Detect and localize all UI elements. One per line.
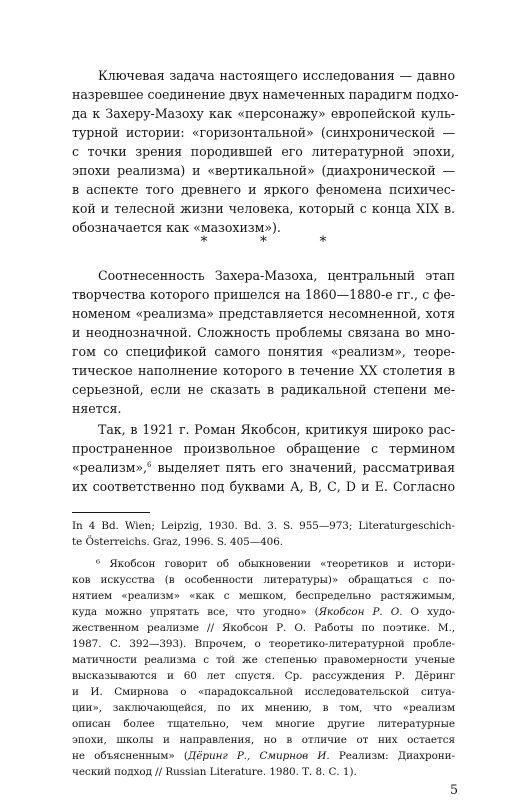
footnote-reference: 6 [147, 461, 152, 469]
footnote-line: ков искусства (в особенности литературы)» обращаться с по- [72, 574, 455, 586]
text-line: Ключевая задача настоящего исследования — давно [98, 68, 455, 83]
footnote-line: эпохи, школы и направления, но в отличие от них остается [72, 734, 455, 746]
footnote-line [72, 607, 455, 617]
text-line: Так, в 1921 г. Роман Якобсон, критикуя широко рас- [98, 422, 455, 437]
footnote-line: te Österreichs. Graz, 1996. S. 405—406. [72, 536, 284, 548]
text-line: Соотнесенность Захера-Мазоха, центральный этап [98, 268, 455, 283]
text-fragment: О худо- [402, 606, 455, 618]
author-citation: Якобсон Р. О. [318, 606, 403, 618]
section-separator: * * * [200, 234, 351, 250]
text-line: турной истории: «горизонтальной» (синхронической — [72, 125, 455, 140]
text-line: их соответственно под буквами А, В, С, D и Е. Согласно [72, 479, 455, 494]
text-line: гом со спецификой самого понятия «реализм», теоре- [72, 344, 455, 359]
footnote-line: и И. Смирнова о «парадоксальной исследовательской ситуа- [72, 686, 455, 698]
footnote-rule [72, 512, 150, 513]
footnote-line: ⁶ Якобсон говорит об обыкновении «теоретиков и истори- [96, 558, 455, 570]
text-fragment: выделяет пять его значений, рассматривая [151, 460, 455, 475]
text-line: няется. [72, 401, 122, 416]
footnote-line: жественном реализме // Якобсон Р. О. Работы по поэтике. М., [72, 622, 455, 634]
footnote-line: ческий подход // Russian Literature. 1980. Т. 8. С. 1). [72, 766, 357, 778]
text-line: тическое наполнение которого в течение XX столетия в [72, 363, 455, 378]
text-line: назревшее соединение двух намеченных парадигм подхо- [72, 87, 459, 102]
footnote-line: ции», заключающейся, по их мнению, в том, что «реализм [72, 702, 455, 714]
text-fragment: Реализм: Диахрони- [329, 750, 456, 762]
text-fragment: куда можно упрятать все, что угодно» ( [72, 606, 319, 618]
text-line: в аспекте того древнего и яркого феномена психичес- [72, 182, 455, 197]
text-line: пространенное произвольное обращение с термином [72, 441, 455, 456]
text-line: эпохи реализма) и «вертикальной» (диахронической — [72, 163, 455, 178]
footnote-line: матичности реализма с той же степенью правомерности ученые [72, 654, 455, 666]
text-fragment: «реализм», [72, 460, 147, 475]
text-line: и неоднозначной. Сложность проблемы связана во мно- [72, 325, 455, 340]
footnote-line: In 4 Bd. Wien; Leipzig, 1930. Bd. 3. S. 955—973; Literaturgeschich- [72, 520, 455, 532]
footnote-line: описан более тщательно, чем многие другие литературные [72, 718, 455, 730]
footnote-line: нятием «реализм» «как с мешком, беспредельно растяжимым, [72, 590, 455, 602]
text-line: с точки зрения породившей его литературной эпохи, [72, 144, 455, 159]
text-line: да к Захеру-Мазоху как «персонажу» европейской куль- [72, 106, 455, 121]
text-line: обозначается как «мазохизм»). [72, 220, 281, 235]
text-line-with-footnote-ref [72, 462, 455, 475]
text-line: творчества которого пришелся на 1860—1880-е гг., с фе- [72, 287, 455, 302]
text-line: номеном «реализма» представляется несомненной, хотя [72, 306, 455, 321]
footnote-line [72, 751, 455, 761]
text-line: серьезной, если не сказать в радикальной степени ме- [72, 382, 455, 397]
text-fragment: не объясненным» ( [72, 750, 188, 762]
footnote-line: 1987. С. 392—393). Впрочем, о теоретико-литературной пробле- [72, 638, 455, 650]
author-citation: Дёринг Р., Смирнов И. [187, 750, 330, 762]
text-line: кой и телесной жизни человека, который с конца XIX в. [72, 201, 455, 216]
footnote-line: высказываются и 60 лет спустя. Ср. рассуждения Р. Дёринг [72, 670, 455, 682]
page-number: 5 [449, 782, 458, 797]
